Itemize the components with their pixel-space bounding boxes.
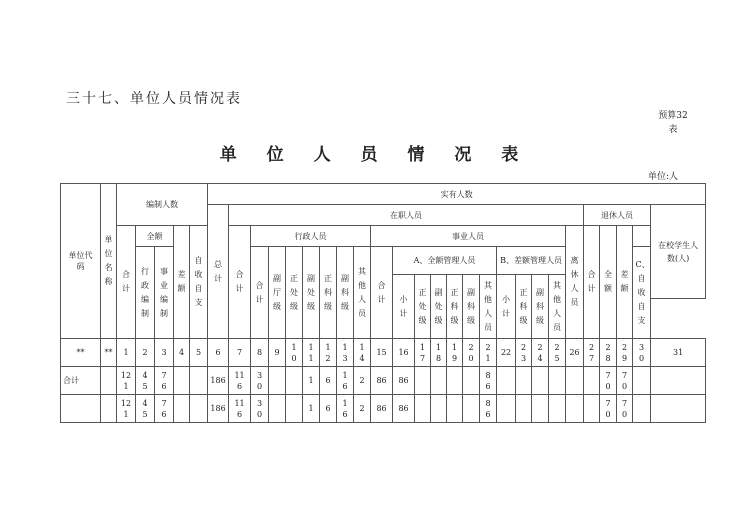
header-shiyou: 实有人数 <box>208 184 706 205</box>
cell: 6 <box>320 367 337 395</box>
cell: 2 <box>354 395 371 423</box>
cell: 30 <box>251 395 269 423</box>
header-unit-code: 单位代码 <box>61 184 101 339</box>
cell <box>101 395 117 423</box>
main-title: 单 位 人 员 情 况 表 <box>219 145 531 165</box>
cell: 116 <box>229 395 251 423</box>
cell: 20 <box>463 339 480 367</box>
header-bz-zishou: 自收自支 <box>190 226 208 339</box>
header-zheng-ke: 正科级 <box>320 247 337 339</box>
cell: 26 <box>566 339 584 367</box>
cell <box>532 395 549 423</box>
cell: 16 <box>337 367 354 395</box>
cell <box>497 395 516 423</box>
cell <box>584 395 600 423</box>
cell: 17 <box>415 339 431 367</box>
header-xz-bianzhi: 行政编制 <box>136 247 155 339</box>
cell <box>415 367 431 395</box>
cell: ** <box>101 339 117 367</box>
header-c-zishou: C、自收自支 <box>633 247 651 339</box>
cell <box>532 367 549 395</box>
cell <box>463 367 480 395</box>
cell: 86 <box>480 395 497 423</box>
cell: 31 <box>651 339 706 367</box>
cell: 5 <box>190 339 208 367</box>
cell <box>516 395 532 423</box>
header-zongji: 总计 <box>208 205 229 339</box>
cell: 70 <box>617 367 633 395</box>
cell: 25 <box>549 339 566 367</box>
header-unit-name: 单位名称 <box>101 184 117 339</box>
cell: 45 <box>136 367 155 395</box>
header-zaixiao: 在校学生人数(人) <box>651 205 706 299</box>
cell <box>651 395 706 423</box>
cell: 30 <box>633 339 651 367</box>
cell: 2 <box>136 339 155 367</box>
header-fu-ting: 副厅级 <box>269 247 286 339</box>
cell <box>415 395 431 423</box>
cell: ** <box>61 339 101 367</box>
cell: 186 <box>208 367 229 395</box>
cell: 7 <box>229 339 251 367</box>
header-b-fu-ke: 副科级 <box>532 275 549 339</box>
cell: 19 <box>447 339 463 367</box>
personnel-table <box>60 183 700 422</box>
header-bianzhi: 编制人数 <box>117 184 208 226</box>
header-fu-ke: 副科级 <box>337 247 354 339</box>
cell <box>566 395 584 423</box>
cell: 70 <box>600 367 617 395</box>
cell: 15 <box>371 339 393 367</box>
cell: 86 <box>393 367 415 395</box>
header-fu-chu: 副处级 <box>303 247 320 339</box>
cell: 28 <box>600 339 617 367</box>
cell <box>447 395 463 423</box>
cell <box>286 395 303 423</box>
cell <box>497 367 516 395</box>
cell <box>431 367 447 395</box>
header-zz-heji: 合计 <box>229 226 251 339</box>
cell: 1 <box>303 367 320 395</box>
header-bz-cha: 差额 <box>174 226 190 339</box>
cell: 121 <box>117 395 136 423</box>
header-quan-e: 全额 <box>136 226 174 247</box>
cell <box>269 395 286 423</box>
cell: 76 <box>155 395 174 423</box>
header-xz-heji: 合计 <box>251 247 269 339</box>
table-row <box>61 367 706 395</box>
header-tx-cha: 差额 <box>617 226 633 339</box>
header-a-fu-chu: 副处级 <box>431 275 447 339</box>
cell <box>633 395 651 423</box>
cell: 合计 <box>61 367 101 395</box>
cell: 1 <box>303 395 320 423</box>
cell: 11 <box>303 339 320 367</box>
cell: 70 <box>600 395 617 423</box>
cell: 86 <box>480 367 497 395</box>
cell: 4 <box>174 339 190 367</box>
header-sy-bianzhi: 事业编制 <box>155 247 174 339</box>
cell <box>463 395 480 423</box>
header-sy-heji: 合计 <box>371 247 393 339</box>
cell: 12 <box>320 339 337 367</box>
header-a-fu-ke: 副科级 <box>463 275 480 339</box>
cell: 1 <box>117 339 136 367</box>
cell: 16 <box>337 395 354 423</box>
cell: 3 <box>155 339 174 367</box>
table-row <box>61 395 706 423</box>
header-tx-quan: 全额 <box>600 226 617 339</box>
cell <box>431 395 447 423</box>
cell <box>549 367 566 395</box>
header-tx-heji: 合计 <box>584 226 600 339</box>
cell: 22 <box>497 339 516 367</box>
cell: 27 <box>584 339 600 367</box>
cell <box>633 367 651 395</box>
cell: 16 <box>393 339 415 367</box>
cell: 6 <box>208 339 229 367</box>
header-b-qita: 其他人员 <box>549 275 566 339</box>
header-b-xiaoji: 小计 <box>497 275 516 339</box>
cell: 9 <box>269 339 286 367</box>
section-title: 三十七、单位人员情况表 <box>66 91 242 107</box>
cell: 29 <box>617 339 633 367</box>
cell: 8 <box>251 339 269 367</box>
header-a-quan: A、全额管理人员 <box>393 247 497 275</box>
index-row <box>61 339 706 367</box>
header-zheng-chu: 正处级 <box>286 247 303 339</box>
header-zaizhi: 在职人员 <box>229 205 584 226</box>
cell: 6 <box>320 395 337 423</box>
cell: 21 <box>480 339 497 367</box>
cell: 2 <box>354 367 371 395</box>
cell <box>516 367 532 395</box>
header-tuixiu: 退休人员 <box>584 205 651 226</box>
header-a-xiaoji: 小计 <box>393 275 415 339</box>
cell <box>566 367 584 395</box>
cell: 186 <box>208 395 229 423</box>
cell <box>269 367 286 395</box>
header-b-zheng-ke: 正科级 <box>516 275 532 339</box>
cell: 121 <box>117 367 136 395</box>
cell <box>190 395 208 423</box>
cell: 86 <box>371 367 393 395</box>
header-a-qita: 其他人员 <box>480 275 497 339</box>
cell: 18 <box>431 339 447 367</box>
header-bz-heji: 合计 <box>117 226 136 339</box>
header-a-zheng-chu: 正处级 <box>415 275 431 339</box>
header-xingzheng: 行政人员 <box>251 226 371 247</box>
cell: 13 <box>337 339 354 367</box>
cell: 14 <box>354 339 371 367</box>
header-a-zheng-ke: 正科级 <box>447 275 463 339</box>
cell: 10 <box>286 339 303 367</box>
header-lixiu: 离休人员 <box>566 226 584 339</box>
cell <box>174 367 190 395</box>
header-b-cha: B、差额管理人员 <box>497 247 566 275</box>
cell: 70 <box>617 395 633 423</box>
cell: 116 <box>229 367 251 395</box>
cell <box>286 367 303 395</box>
unit-label: 单位:人 <box>648 172 679 182</box>
cell <box>174 395 190 423</box>
cell: 23 <box>516 339 532 367</box>
cell: 24 <box>532 339 549 367</box>
cell <box>651 367 706 395</box>
cell: 30 <box>251 367 269 395</box>
cell <box>61 395 101 423</box>
cell <box>549 395 566 423</box>
header-shiye: 事业人员 <box>371 226 566 247</box>
cell: 86 <box>371 395 393 423</box>
cell <box>447 367 463 395</box>
cell: 45 <box>136 395 155 423</box>
header-xz-qita: 其他人员 <box>354 247 371 339</box>
cell: 76 <box>155 367 174 395</box>
cell <box>101 367 117 395</box>
cell <box>190 367 208 395</box>
form-code: 预算32表 <box>658 111 688 135</box>
cell: 86 <box>393 395 415 423</box>
cell <box>584 367 600 395</box>
